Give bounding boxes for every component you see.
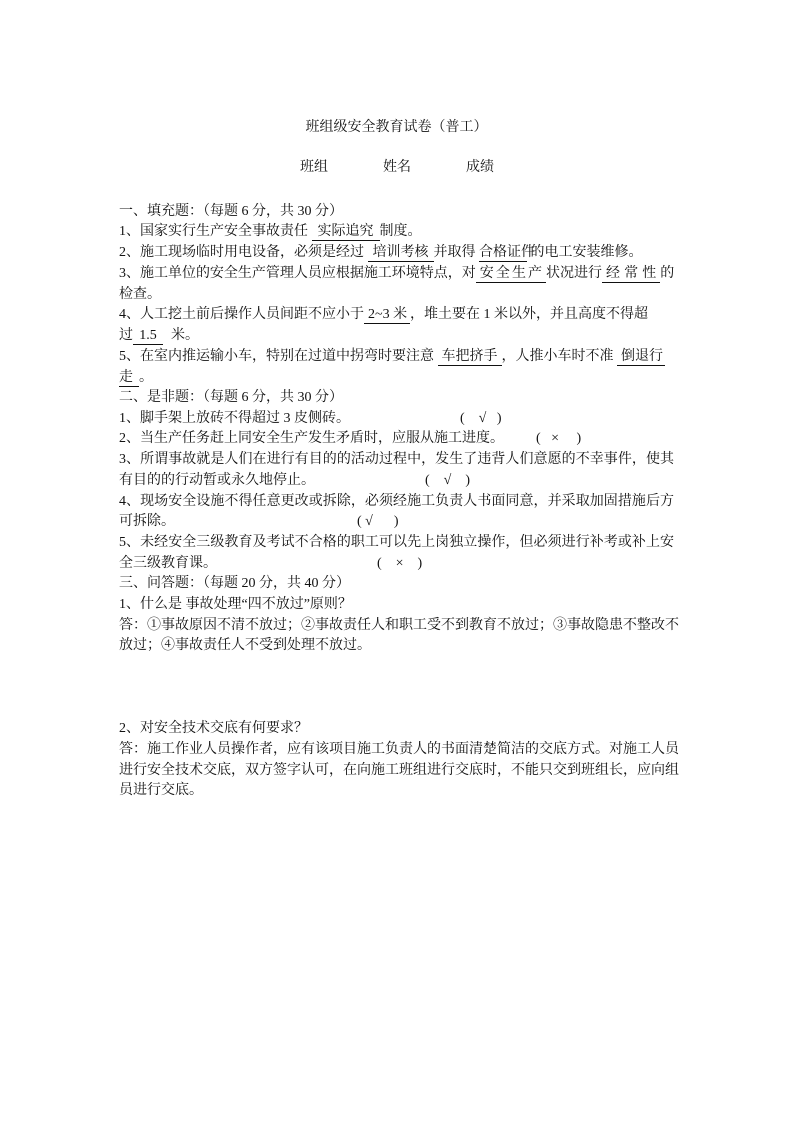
fill-question-3	[119, 264, 674, 284]
answer-blank: 安全生产	[476, 265, 546, 283]
question-text: 1、国家实行生产安全事故责任	[119, 224, 312, 239]
score-label: 成绩	[466, 160, 494, 175]
answer-blank: 经常性	[602, 265, 660, 283]
answer-blank: 走	[119, 369, 139, 387]
qa-answer-2-end: 员进行交底。	[119, 783, 203, 798]
fill-heading: 一、填充题：（每题 6 分，共 30 分）	[119, 204, 343, 219]
judge-question-5-cont	[119, 554, 674, 574]
judge-question-3-cont	[119, 471, 674, 491]
fill-question-5	[119, 347, 674, 367]
question-text: 制度。	[379, 224, 422, 239]
question-text: 5、在室内推运输小车，特别在过道中拐弯时要注意	[119, 349, 438, 364]
answer-blank: 倒退行	[617, 348, 665, 366]
question-text: 的电工安装维修。	[527, 245, 643, 260]
fill-question-3-cont: 检查。	[119, 287, 161, 302]
question-text: 1、脚手架上放砖不得超过 3 皮侧砖。	[119, 411, 350, 426]
fill-question-2	[119, 243, 674, 263]
question-text: 的	[660, 266, 674, 281]
question-text: 米。	[171, 328, 199, 343]
fill-question-4	[119, 305, 674, 325]
fill-question-5-cont	[119, 368, 674, 388]
answer-blank: 培训考核	[368, 244, 434, 262]
name-label: 姓名	[383, 160, 411, 175]
qa-answer-2: 答：施工作业人员操作者，应有该项目施工负责人的书面清楚简洁的交底方式。对施工人员	[119, 742, 679, 757]
question-text: ，人推小车时不准	[501, 349, 617, 364]
question-text: 全三级教育课。	[119, 556, 217, 571]
qa-question-2: 2、对安全技术交底有何要求？	[119, 721, 308, 736]
question-text: 4、人工挖土前后操作人员间距不应小于	[119, 307, 364, 322]
qa-answer-1-cont: 放过；④事故责任人不受到处理不放过。	[119, 638, 371, 653]
judge-question-4: 4、现场安全设施不得任意更改或拆除，必须经施工负责人书面同意，并采取加固措施后方	[119, 494, 674, 509]
judge-question-5: 5、未经安全三级教育及考试不合格的职工可以先上岗独立操作，但必须进行补考或补上安	[119, 535, 674, 550]
answer-blank: 2~3 米	[364, 306, 410, 324]
question-text: 可拆除。	[119, 514, 175, 529]
question-text: 过	[119, 328, 133, 343]
answer-mark: ( √ )	[357, 514, 399, 529]
question-text: 并取得	[433, 245, 479, 260]
question-text: 3、施工单位的安全生产管理人员应根据施工环境特点，对	[119, 266, 476, 281]
fill-question-1	[119, 222, 674, 242]
qa-answer-1: 答：①事故原因不清不放过；②事故责任人和职工受不到教育不放过；③事故隐患不整改不	[119, 618, 679, 633]
question-text: 有目的的行动暂或永久地停止。	[119, 473, 315, 488]
judge-question-4-cont	[119, 512, 674, 532]
fill-question-4-cont	[119, 326, 674, 346]
header-fields	[0, 158, 793, 178]
answer-blank: 实际追究	[312, 223, 380, 241]
group-label: 班组	[300, 160, 328, 175]
answer-blank: 合格证件	[479, 245, 535, 260]
judge-heading: 二、是非题：（每题 6 分，共 30 分）	[119, 390, 343, 405]
judge-question-3: 3、所谓事故就是人们在进行有目的的活动过程中，发生了违背人们意愿的不幸事件，使其	[119, 452, 674, 467]
question-text: 状况进行	[545, 266, 602, 281]
question-text: ，堆土要在 1 米以外，并且高度不得超	[410, 307, 648, 322]
qa-question-1: 1、什么是 事故处理“四不放过”原则？	[119, 597, 352, 612]
qa-heading: 三、问答题：（每题 20 分，共 40 分）	[119, 576, 350, 591]
answer-mark: ( × )	[377, 556, 423, 571]
answer-blank: 1.5	[133, 327, 163, 345]
judge-question-2	[119, 429, 674, 449]
question-text: 。	[139, 370, 153, 385]
question-text: 2、当生产任务赶上同安全生产发生矛盾时，应服从施工进度。	[119, 431, 504, 446]
page-title: 班组级安全教育试卷（普工）	[305, 120, 488, 135]
answer-blank: 车把挤手	[438, 348, 502, 366]
answer-mark: ( × )	[536, 431, 582, 446]
qa-answer-2-cont: 进行安全技术交底，双方签字认可，在向施工班组进行交底时，不能只交到班组长，应向组	[119, 763, 679, 778]
question-text: 2、施工现场临时用电设备，必须是经过	[119, 245, 368, 260]
judge-question-1	[119, 409, 674, 429]
answer-mark: ( √ )	[425, 473, 471, 488]
answer-mark: ( √ )	[460, 411, 502, 426]
